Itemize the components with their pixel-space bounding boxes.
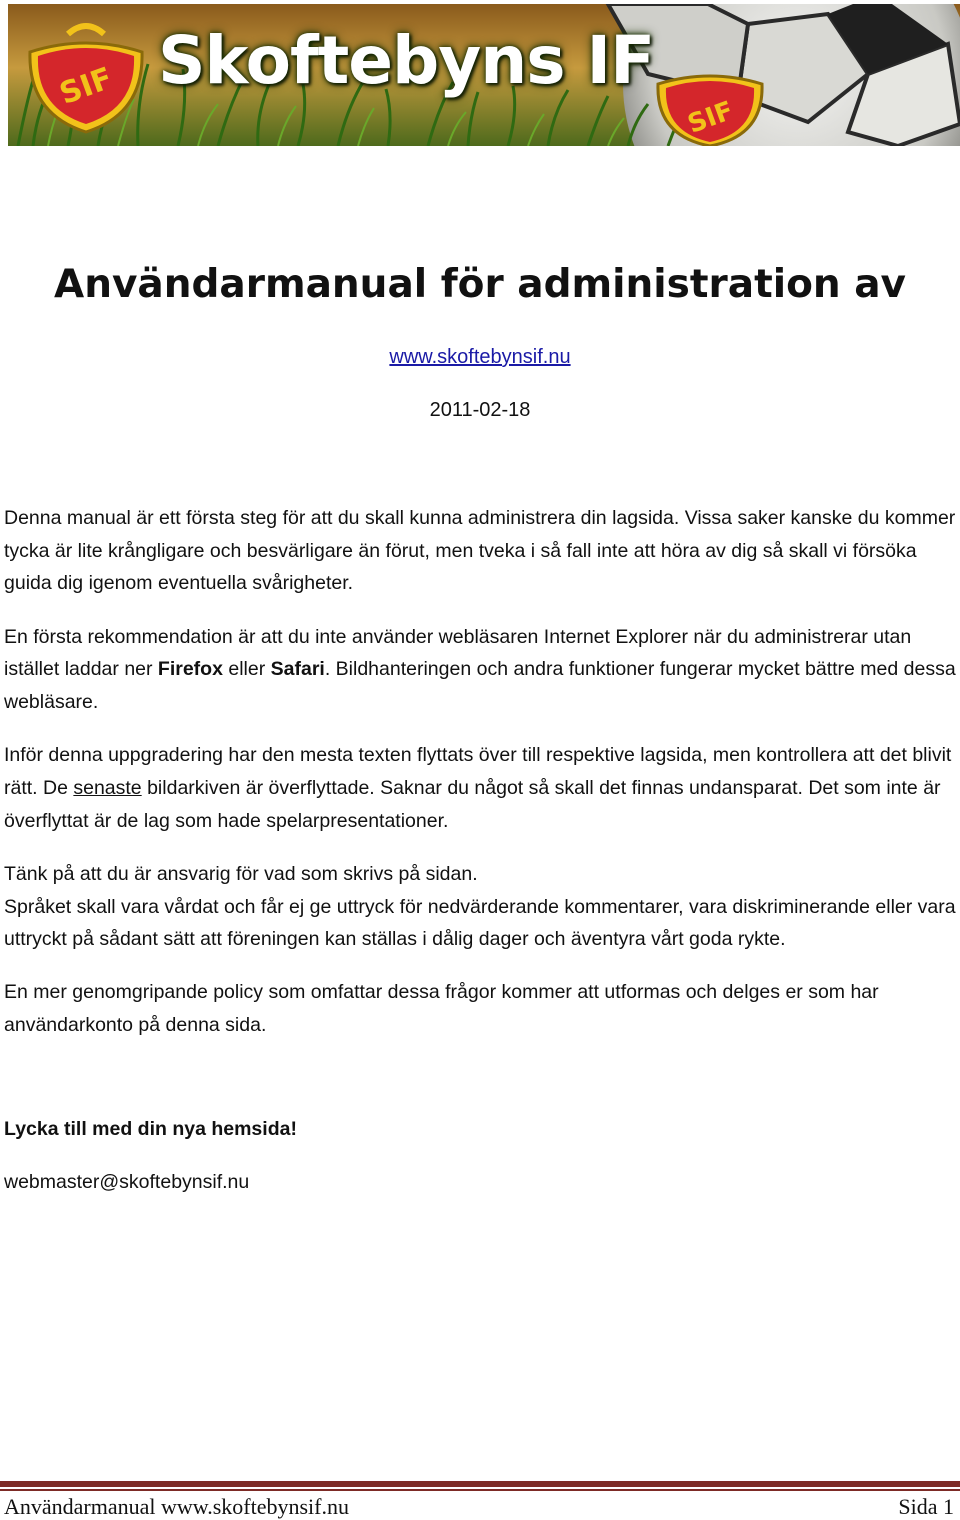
text-segment: . Bildhanteringen och andra funktioner fungerar mycket bättre med dessa webläsare. [4,658,956,714]
footer-document-name: Användarmanual www.skoftebynsif.nu [4,1494,349,1519]
text-segment: bildarkiven är överflyttade. Saknar du något så skall det finnas undansparat. Det som inte är överflyttat är de lag som hade spelarpresentationer. [4,776,941,832]
footer-page-number: Sida 1 [898,1494,954,1519]
firefox-label: Firefox [157,658,223,681]
footer-rule-thick [0,1481,960,1487]
text-segment: Inför denna uppgradering har den mesta texten flyttats över till respektive lagsida, men kontrollera att det blivit rätt. De [4,744,952,799]
paragraph-language-rules: Språket skall vara vårdat och får ej ge uttryck för nedvärderande kommentarer, vara diskriminerande eller vara uttryckt på sådant sätt att föreningen kan ställas i dålig dager och äventyra vårt goda rykte. [4,895,956,951]
document-date: 2011-02-18 [429,399,531,421]
svg-text:SIF: SIF [683,95,738,140]
document-title: Användarmanual för administration av [54,262,906,307]
svg-text:SIF: SIF [55,60,118,113]
closing-line: Lycka till med din nya hemsida! [4,1118,297,1140]
paragraph-policy: En mer genomgripande policy som omfattar dessa frågor kommer att utformas och delges er som har användarkonto på denna sida. [4,981,879,1037]
safari-label: Safari [270,658,325,681]
text-segment: En första rekommendation är att du inte använder webläsaren Internet Explorer när du administrerar utan istället laddar ner [4,625,912,681]
document-body [4,502,956,1062]
paragraph-upgrade-info [4,739,956,837]
paragraph-responsibility: Tänk på att du är ansvarig för vad som skrivs på sidan. [4,862,478,885]
site-link-container [0,345,960,369]
banner-title: Skoftebyns IF [158,22,655,99]
paragraph-browser-recommendation [4,621,956,719]
site-link[interactable]: www.skoftebynsif.nu [389,346,571,368]
senaste-underlined: senaste [73,776,142,799]
paragraph-intro: Denna manual är ett första steg för att du skall kunna administrera din lagsida. Vissa saker kanske du kommer tycka är lite krångligare och besvärligare än förut, men tveka i så fall inte att höra av dig så skall vi försöka guida dig igenom eventuella svårigheter. [4,507,956,595]
text-segment: eller [222,658,271,681]
header-banner [8,4,960,146]
contact-email: webmaster@skoftebynsif.nu [4,1171,250,1193]
footer-rule-thin [0,1489,960,1491]
football-graphic [608,4,960,146]
